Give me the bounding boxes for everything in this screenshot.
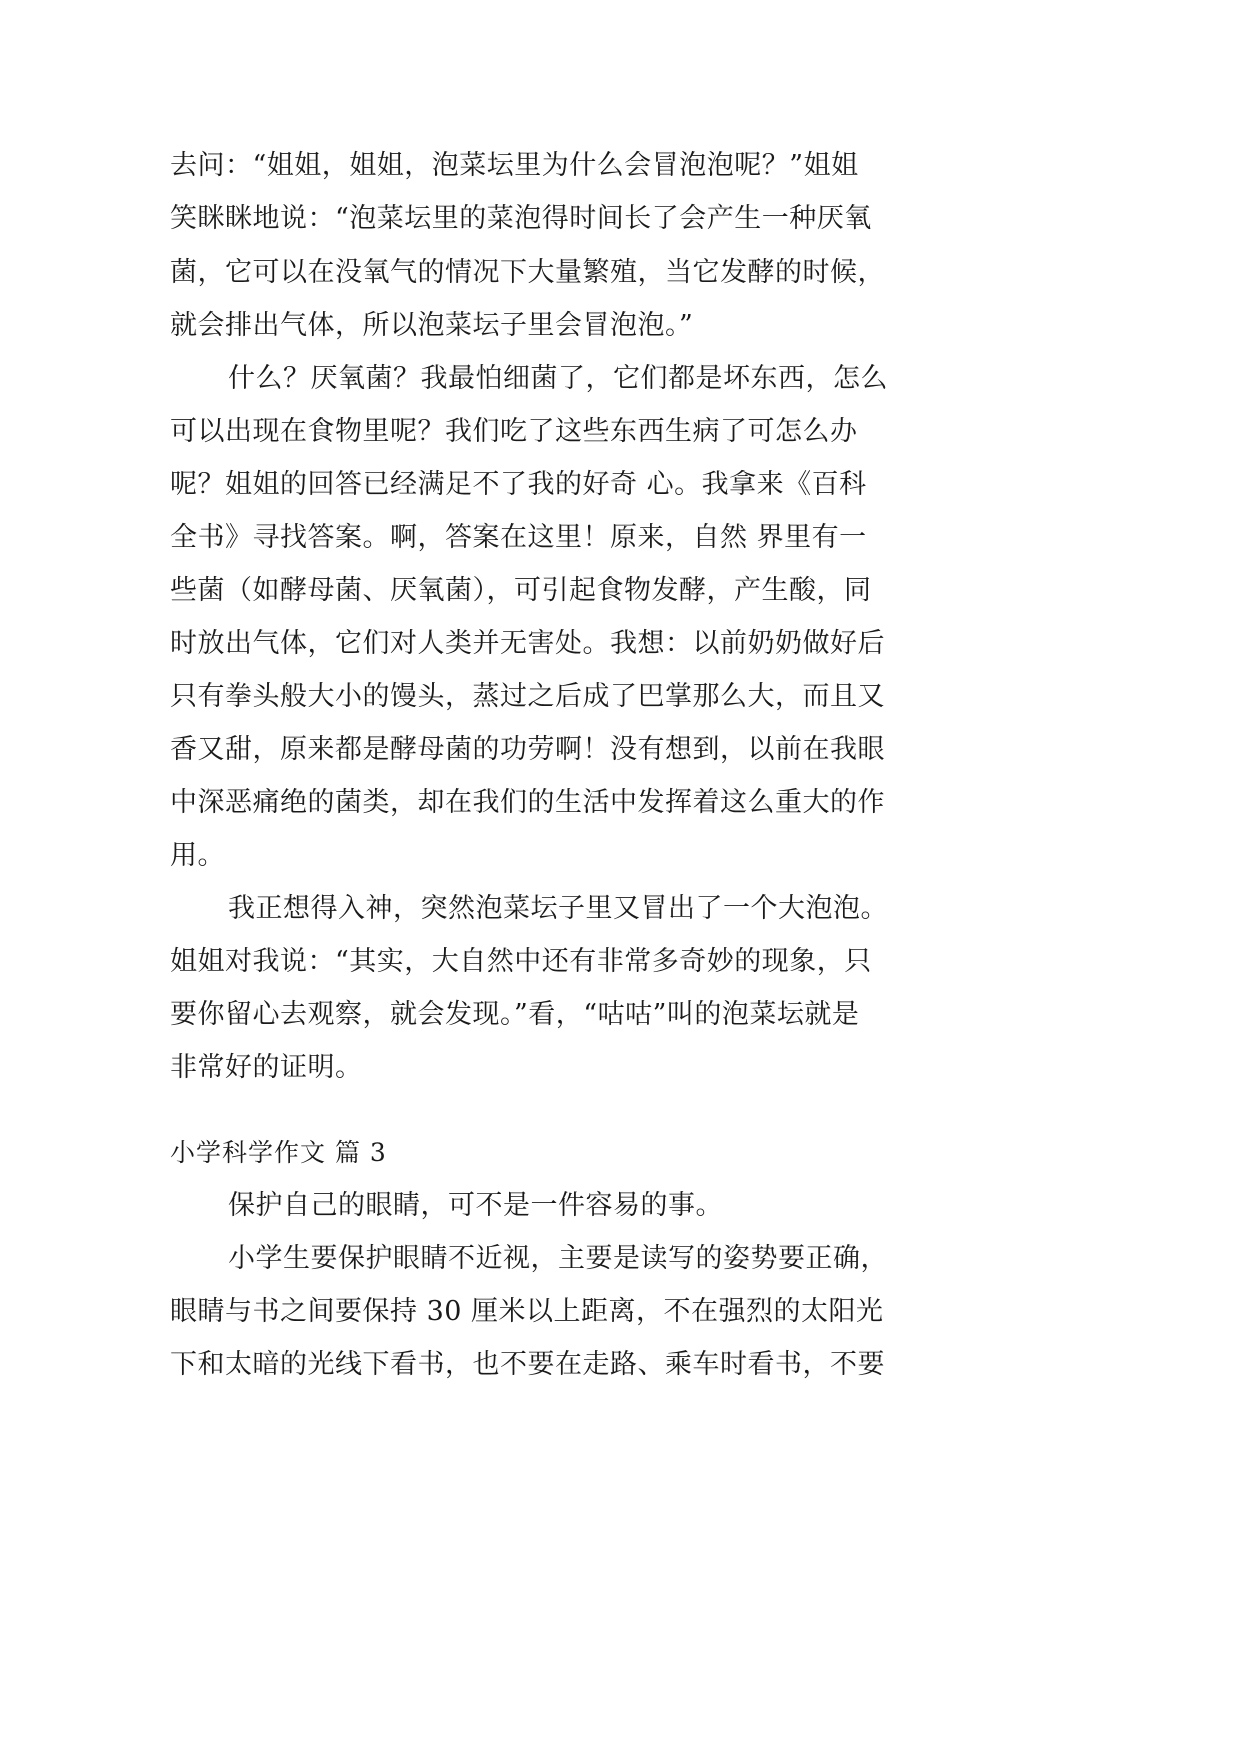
paragraph-line: 小学生要保护眼睛不近视，主要是读写的姿势要正确，	[228, 1243, 888, 1274]
paragraph-line: 什么？厌氧菌？我最怕细菌了，它们都是坏东西，怎么	[228, 363, 888, 394]
paragraph-line: 下和太暗的光线下看书，也不要在走路、乘车时看书，不要	[170, 1349, 885, 1380]
paragraph-line: 香又甜，原来都是酵母菌的功劳啊！没有想到，以前在我眼	[170, 734, 885, 765]
paragraph-line: 保护自己的眼睛，可不是一件容易的事。	[228, 1190, 723, 1221]
section-heading: 小学科学作文 篇 3	[170, 1138, 387, 1167]
paragraph-line: 中深恶痛绝的菌类，却在我们的生活中发挥着这么重大的作	[170, 787, 885, 818]
paragraph-line: 眼睛与书之间要保持 30 厘米以上距离，不在强烈的太阳光	[170, 1296, 884, 1327]
paragraph-line: 用。	[170, 840, 225, 871]
paragraph-line: 呢？姐姐的回答已经满足不了我的好奇 心。我拿来《百科	[170, 469, 867, 500]
paragraph-line: 时放出气体，它们对人类并无害处。我想：以前奶奶做好后	[170, 628, 885, 659]
paragraph-line: 些菌（如酵母菌、厌氧菌），可引起食物发酵，产生酸，同	[170, 575, 872, 606]
paragraph-line: 去问：“姐姐，姐姐，泡菜坛里为什么会冒泡泡呢？”姐姐	[170, 150, 859, 181]
paragraph-line: 只有拳头般大小的馒头，蒸过之后成了巴掌那么大，而且又	[170, 681, 885, 712]
paragraph-line: 全书》寻找答案。啊，答案在这里！原来，自然 界里有一	[170, 522, 867, 553]
paragraph-line: 笑眯眯地说：“泡菜坛里的菜泡得时间长了会产生一种厌氧	[170, 203, 872, 234]
paragraph-line: 要你留心去观察，就会发现。”看，“咕咕”叫的泡菜坛就是	[170, 999, 860, 1030]
paragraph-line: 非常好的证明。	[170, 1052, 363, 1083]
paragraph-line: 菌，它可以在没氧气的情况下大量繁殖，当它发酵的时候，	[170, 257, 885, 288]
paragraph-line: 就会排出气体，所以泡菜坛子里会冒泡泡。”	[170, 310, 694, 341]
paragraph-line: 可以出现在食物里呢？我们吃了这些东西生病了可怎么办	[170, 416, 858, 447]
paragraph-line: 我正想得入神，突然泡菜坛子里又冒出了一个大泡泡。	[228, 893, 888, 924]
paragraph-line: 姐姐对我说：“其实，大自然中还有非常多奇妙的现象，只	[170, 946, 872, 977]
